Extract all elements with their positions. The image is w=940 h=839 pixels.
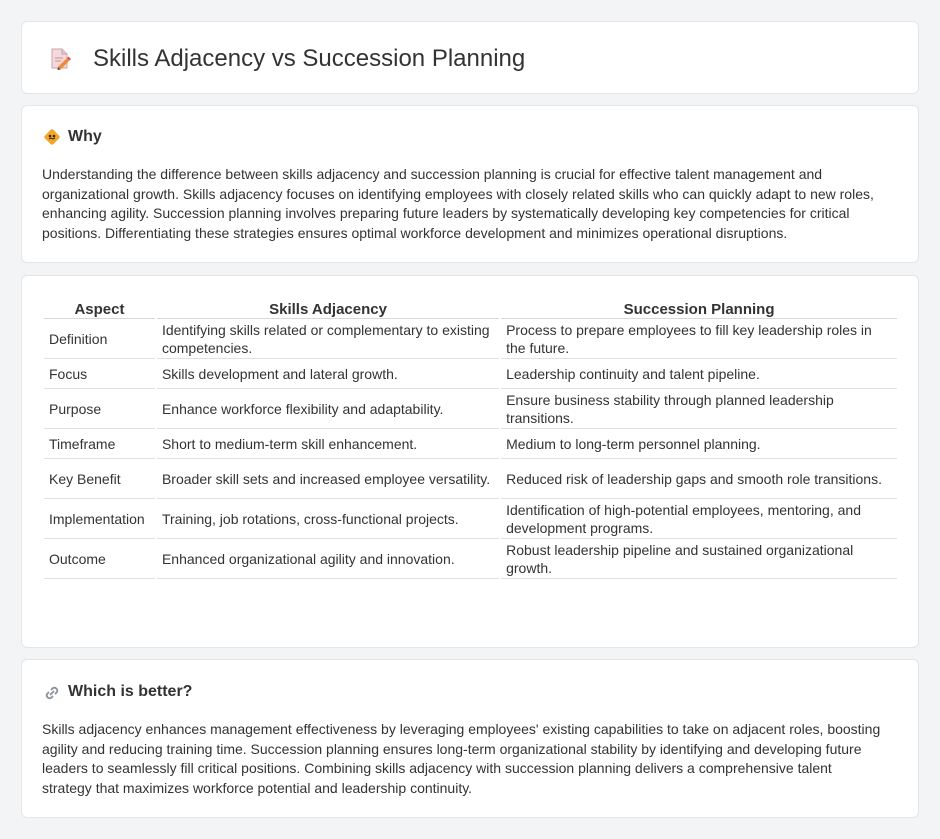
why-body: Understanding the difference between skills adjacency and succession planning is crucial for effective talent management and organizational growth. Skills adjacency focuses on identifying employees with closely related skills who can quickly adapt to new roles, enhancing agility. Succession planning involves preparing future leaders by systematically developing key competencies for critical positions. Differentiating these strategies ensures optimal workforce development and minimizes operational disruptions. [42,166,874,241]
which-is-better-body: Skills adjacency enhances management effectiveness by leveraging employees' existing capabilities to take on adjacent roles, boosting agility and reducing training time. Succession planning ensures long-term organizational stability by identifying and developing future leaders to seamlessly fill critical positions. Combining skills adjacency with succession planning delivers a comprehensive talent strategy that maximizes workforce potential and leadership continuity. [42,721,881,796]
aspect-cell: Implementation [44,499,155,539]
succession-planning-cell: Ensure business stability through planned leadership transitions. [501,389,897,429]
skills-adjacency-cell: Enhance workforce flexibility and adaptability. [157,389,499,429]
why-heading: Why [68,128,102,145]
succession-planning-cell: Reduced risk of leadership gaps and smooth role transitions. [501,459,897,499]
aspect-cell: Definition [44,319,155,359]
aspect-cell: Outcome [44,539,155,579]
table-row [44,459,897,499]
table-row [44,319,897,359]
aspect-cell: Timeframe [44,429,155,459]
skills-adjacency-cell: Identifying skills related or complementary to existing competencies. [157,319,499,359]
table-row [44,539,897,579]
table-row [44,429,897,459]
table-row [44,499,897,539]
header-card [21,21,919,94]
which-is-better-section [21,659,919,818]
aspect-cell: Purpose [44,389,155,429]
link-icon [43,684,61,702]
why-section [21,105,919,263]
page-title: Skills Adjacency vs Succession Planning [93,45,526,72]
skills-adjacency-cell: Short to medium-term skill enhancement. [157,429,499,459]
column-header-skills-adjacency: Skills Adjacency [157,296,499,319]
aspect-cell: Key Benefit [44,459,155,499]
skills-adjacency-cell: Training, job rotations, cross-functional projects. [157,499,499,539]
succession-planning-cell: Leadership continuity and talent pipeline. [501,359,897,389]
column-header-succession-planning: Succession Planning [501,296,897,319]
succession-planning-cell: Medium to long-term personnel planning. [501,429,897,459]
aspect-cell: Focus [44,359,155,389]
table-row [44,359,897,389]
table-row [44,389,897,429]
comparison-table [42,296,899,579]
document-pencil-icon [49,47,71,71]
succession-planning-cell: Process to prepare employees to fill key leadership roles in the future. [501,319,897,359]
comparison-table-card [21,275,919,648]
skills-adjacency-cell: Skills development and lateral growth. [157,359,499,389]
diamond-sign-icon [43,128,61,146]
succession-planning-cell: Identification of high-potential employees, mentoring, and development programs. [501,499,897,539]
table-header-row [44,296,897,319]
column-header-aspect: Aspect [44,296,155,319]
skills-adjacency-cell: Enhanced organizational agility and innovation. [157,539,499,579]
skills-adjacency-cell: Broader skill sets and increased employee versatility. [157,459,499,499]
succession-planning-cell: Robust leadership pipeline and sustained organizational growth. [501,539,897,579]
which-is-better-heading: Which is better? [68,683,193,700]
